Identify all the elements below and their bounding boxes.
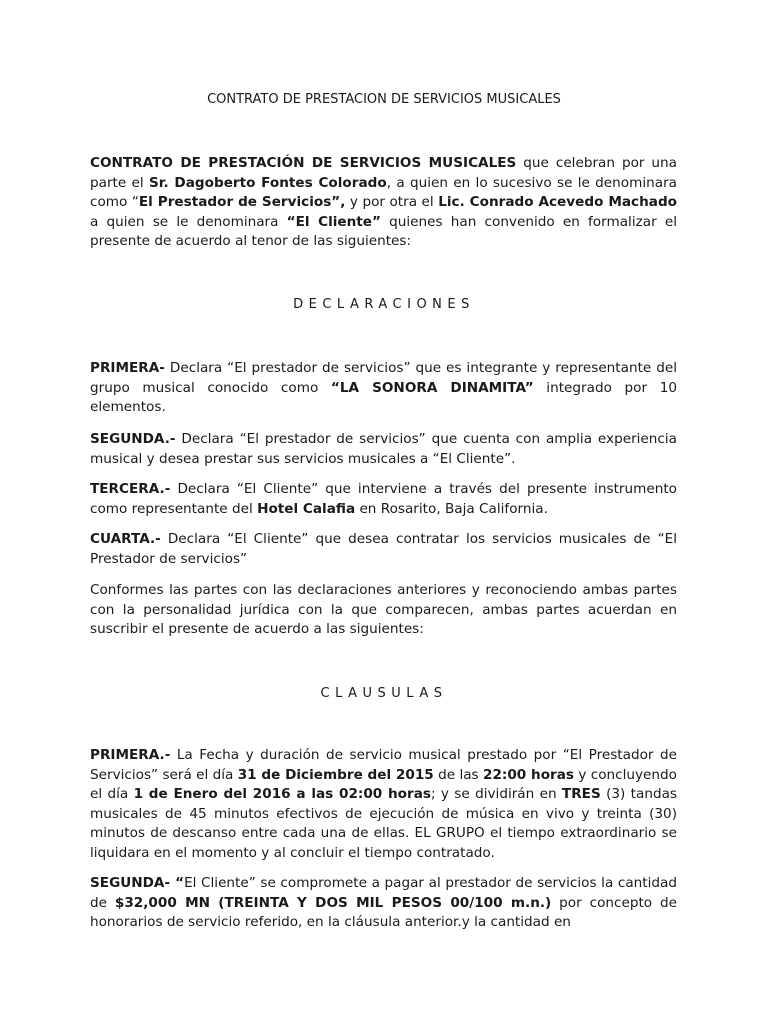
intro-bold-3: El Prestador de Servicios”, — [138, 194, 346, 210]
clausula-primera-text-3: y concluyendo el día — [90, 766, 677, 802]
declaracion-tercera-bold-1: Hotel Calafia — [257, 500, 356, 517]
declaracion-tercera-text-2: en Rosarito, Baja California. — [355, 500, 548, 517]
clausula-segunda — [90, 874, 677, 933]
intro-bold-1: CONTRATO DE PRESTACIÓN DE SERVICIOS MUSICALES — [90, 155, 517, 171]
declaracion-cuarta-text-1: Declara “El Cliente” que desea contratar los servicios musicales de “El Prestador de servicios” — [90, 531, 677, 567]
clausula-segunda-label: SEGUNDA- — [90, 875, 171, 891]
conformes-paragraph: Conformes las partes con las declaraciones anteriores y reconociendo ambas partes con la personalidad jurídica con la que comparecen, ambas partes acuerdan en suscribir el presente de acuerdo a las siguientes: — [90, 582, 677, 637]
intro-bold-5: “El Cliente” — [286, 213, 381, 230]
declaracion-cuarta-label: CUARTA.- — [90, 531, 161, 547]
declaracion-cuarta — [90, 530, 677, 569]
intro-paragraph — [90, 154, 677, 252]
clausula-segunda-bold-1: $32,000 MN (TREINTA Y DOS MIL PESOS 00/100 m.n.) — [114, 894, 552, 911]
declaracion-tercera — [90, 480, 677, 519]
declaracion-segunda — [90, 430, 677, 469]
clausula-primera-bold-3: 1 de Enero del 2016 a las 02:00 horas — [133, 786, 431, 802]
clausula-primera-text-1: La Fecha y duración de servicio musical prestado por “El Prestador de Servicios” será el día — [90, 747, 677, 783]
declaracion-tercera-text-1: Declara “El Cliente” que interviene a través del presente instrumento como representante del — [90, 481, 677, 517]
clausula-segunda-bold-0: “ — [170, 875, 185, 891]
document-title: CONTRATO DE PRESTACION DE SERVICIOS MUSICALES — [207, 92, 561, 107]
clausula-primera-text-5: (3) tandas musicales de 45 minutos efectivos de ejecución de música en vivo y treinta (30) minutos de descanso entre cada una de ellas. EL GRUPO el tiempo extraordinario se liquidara en el momento y al concluir el tiempo contratado. — [90, 786, 677, 861]
clausula-primera-text-4: ; y se dividirán en — [431, 786, 562, 802]
clausula-primera-label: PRIMERA.- — [90, 747, 171, 763]
intro-text-4: a quien se le denominara — [90, 213, 287, 230]
clausulas-heading: CLAUSULAS — [320, 686, 448, 701]
intro-bold-4: Lic. Conrado Acevedo Machado — [438, 194, 678, 210]
declaracion-primera-label: PRIMERA- — [90, 360, 165, 376]
declaracion-primera-text-2: integrado por 10 elementos. — [90, 379, 678, 415]
clausula-primera-bold-4: TRES — [561, 786, 601, 802]
clausula-primera — [90, 746, 677, 863]
declaracion-segunda-label: SEGUNDA.- — [90, 431, 176, 447]
intro-bold-2: Sr. Dagoberto Fontes Colorado — [149, 174, 387, 191]
clausula-segunda-text-1: El Cliente” se compromete a pagar al prestador de servicios la cantidad de — [90, 875, 677, 911]
declaracion-primera-bold-1: “LA SONORA DINAMITA” — [330, 379, 534, 396]
declaraciones-heading: DECLARACIONES — [293, 297, 475, 312]
declaracion-primera — [90, 359, 677, 418]
declaracion-tercera-label: TERCERA.- — [90, 481, 171, 497]
clausula-primera-bold-2: 22:00 horas — [482, 766, 574, 783]
intro-text-2: , a quien en lo sucesivo se le denominara como “ — [90, 174, 677, 210]
clausula-primera-text-2: de las — [433, 766, 483, 783]
intro-text-1: que celebran por una parte el — [90, 155, 677, 191]
clausula-segunda-text-2: por concepto de honorarios de servicio referido, en la cláusula anterior.y la cantidad en — [90, 894, 677, 930]
intro-text-3: y por otra el — [345, 194, 439, 210]
declaracion-segunda-text-1: Declara “El prestador de servicios” que cuenta con amplia experiencia musical y desea prestar sus servicios musicales a “El Cliente”. — [90, 431, 677, 467]
intro-text-5: quienes han convenido en formalizar el presente de acuerdo al tenor de las siguientes: — [90, 213, 677, 249]
declaracion-primera-text-1: Declara “El prestador de servicios” que es integrante y representante del grupo musical conocido como — [90, 360, 677, 396]
clausula-primera-bold-1: 31 de Diciembre del 2015 — [237, 766, 434, 783]
